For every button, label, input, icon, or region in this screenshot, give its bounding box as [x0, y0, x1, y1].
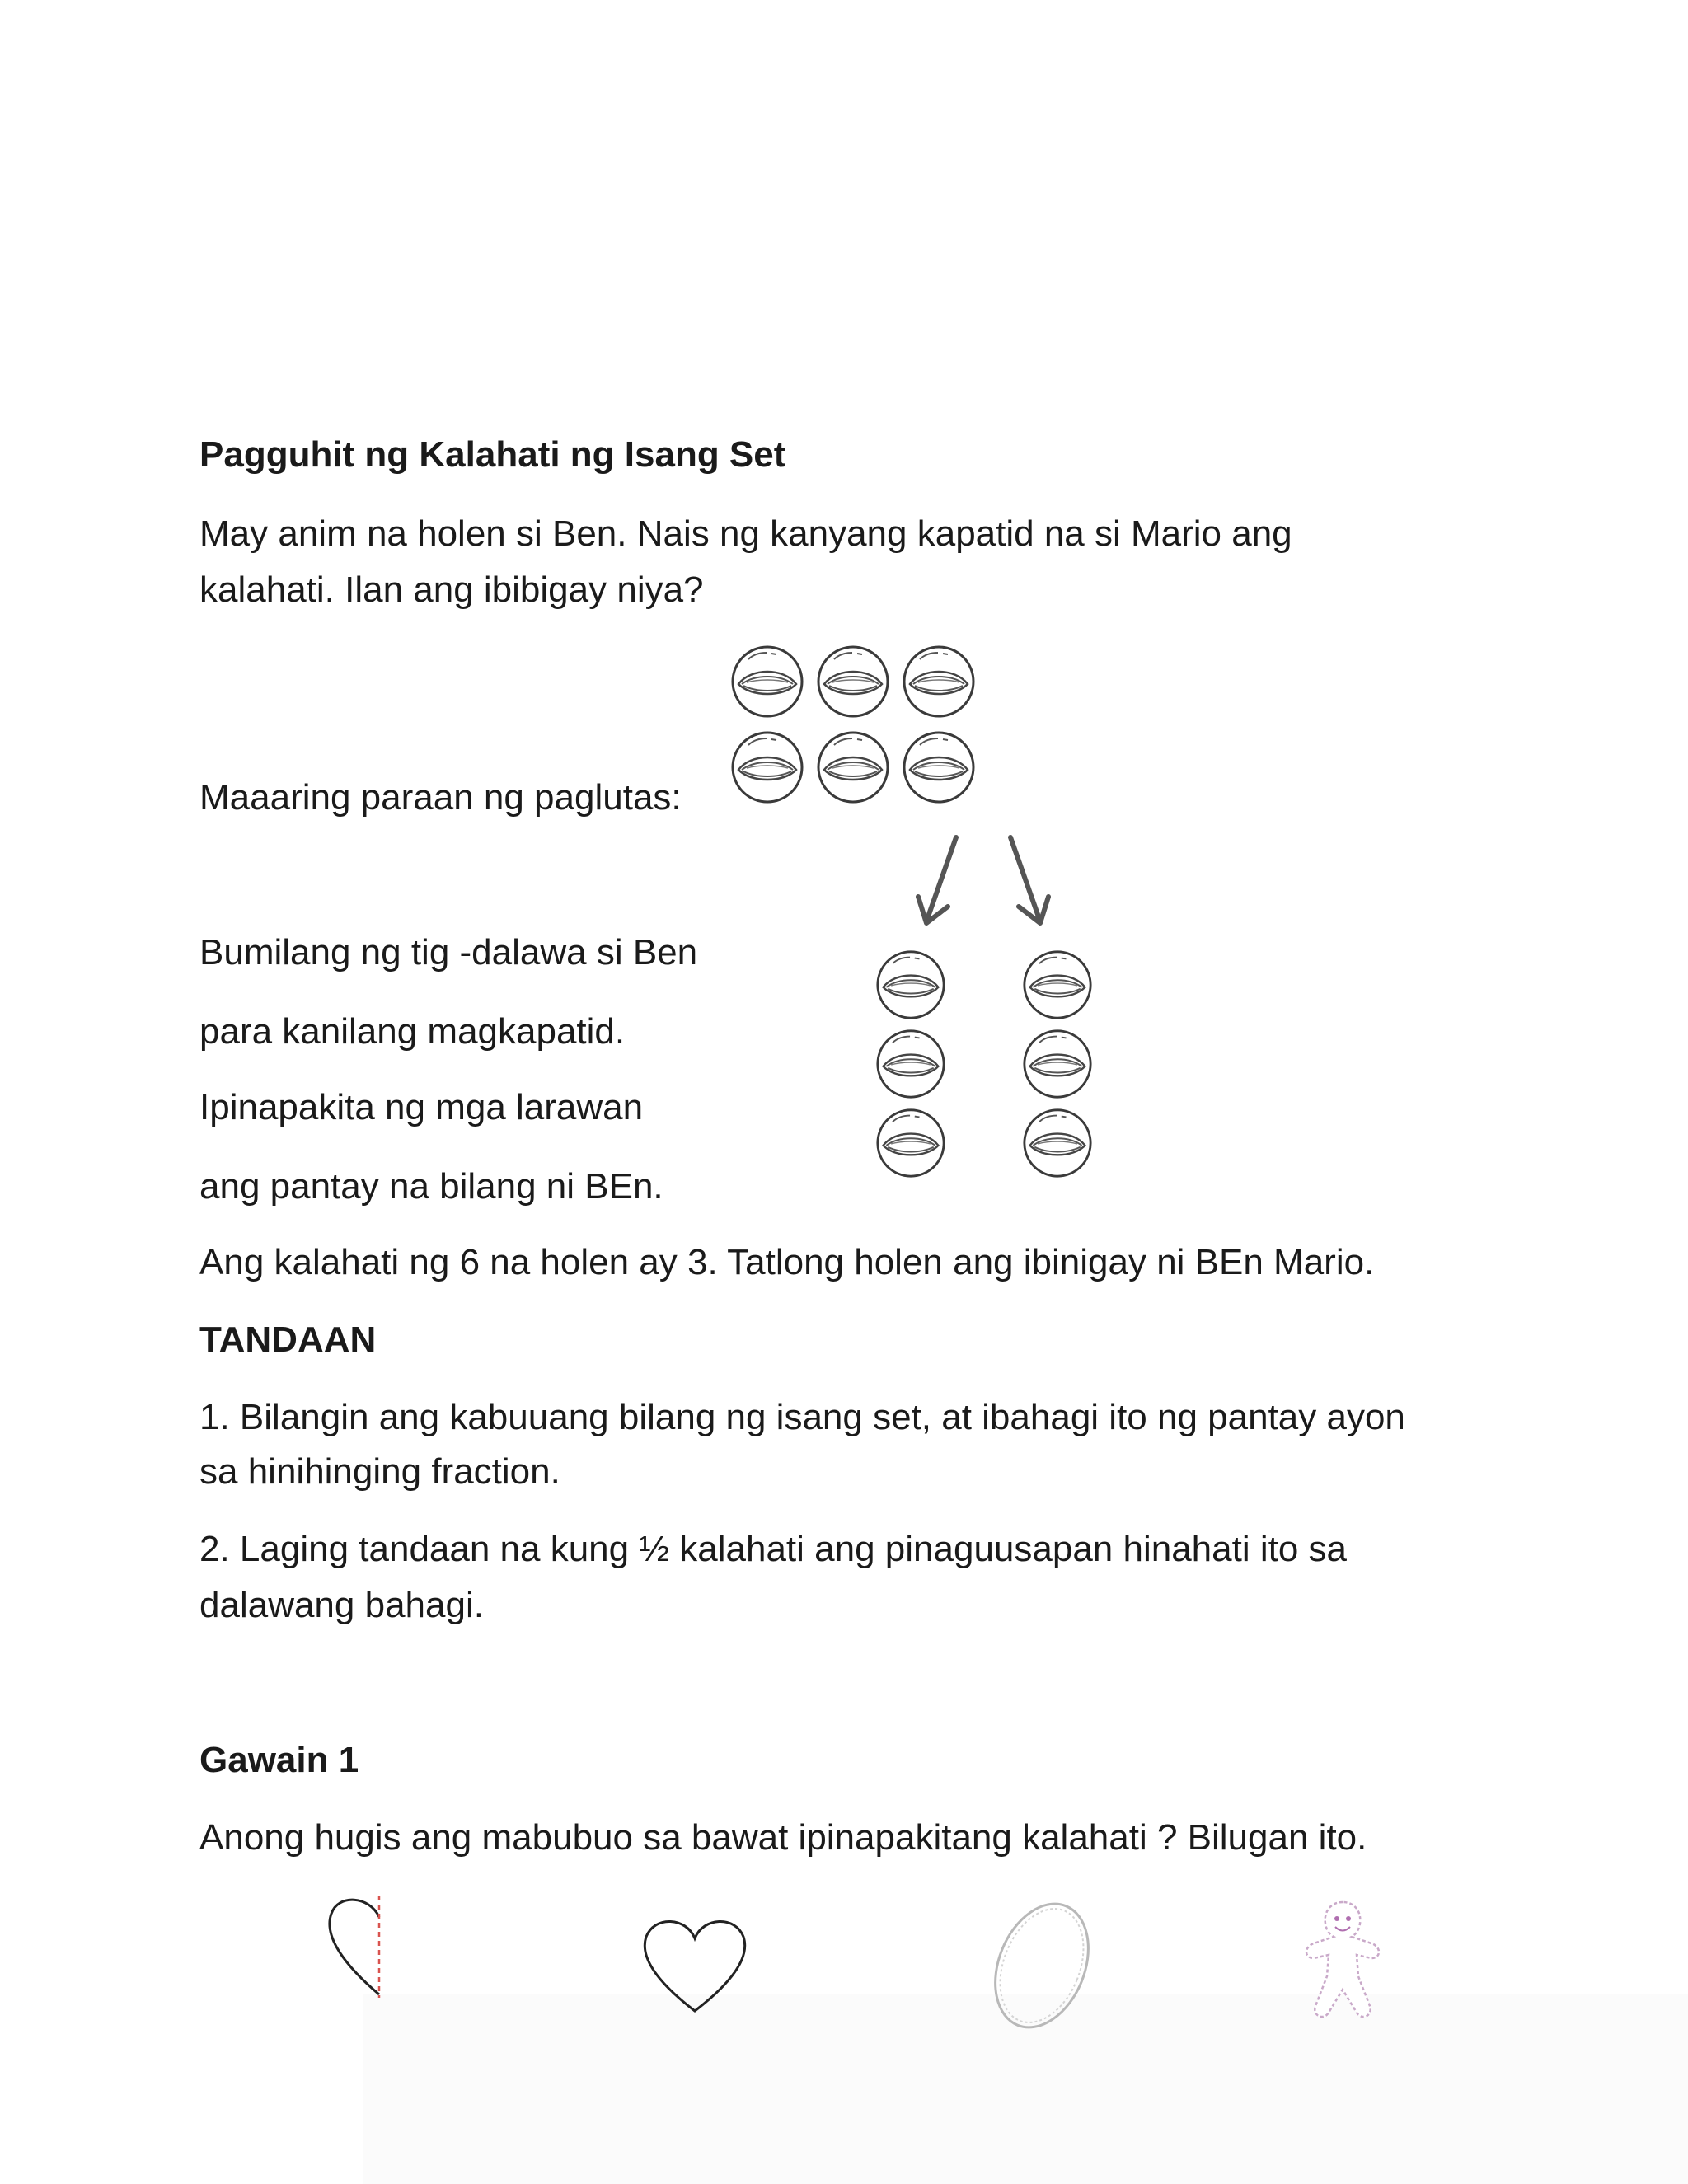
gawain-instruction: Anong hugis ang mabubuo sa bawat ipinapakitang kalahati ? Bilugan ito.: [199, 1817, 1367, 1858]
marble-icon: [875, 1108, 946, 1179]
conclusion: Ang kalahati ng 6 na holen ay 3. Tatlong holen ang ibinigay ni BEn Mario.: [199, 1242, 1375, 1282]
problem-line-2: kalahati. Ilan ang ibibigay niya?: [199, 569, 704, 610]
marble-icon: [1022, 949, 1093, 1020]
explanation-line-3: Ipinapakita ng mga larawan: [199, 1087, 644, 1127]
oval-icon: [984, 1896, 1100, 2036]
gingerbread-man-icon: [1297, 1897, 1388, 2024]
marble-icon: [875, 1029, 946, 1099]
marble-icon: [730, 730, 804, 804]
gawain-title: Gawain 1: [199, 1740, 359, 1780]
solution-label: Maaaring paraan ng paglutas:: [199, 777, 682, 818]
explanation-line-2: para kanilang magkapatid.: [199, 1011, 626, 1052]
section-heading: Pagguhit ng Kalahati ng Isang Set: [199, 434, 786, 475]
tandaan-item-2-line-2: dalawang bahagi.: [199, 1585, 484, 1625]
marble-icon: [1022, 1108, 1093, 1179]
tandaan-item-2-line-1: 2. Laging tandaan na kung ½ kalahati ang pinaguusapan hinahati ito sa: [199, 1529, 1348, 1569]
heart-icon: [640, 1914, 750, 2016]
marble-icon: [875, 949, 946, 1020]
problem-line-1: May anim na holen si Ben. Nais ng kanyang kapatid na si Mario ang: [199, 513, 1292, 554]
tandaan-title: TANDAAN: [199, 1319, 377, 1360]
marble-icon: [816, 644, 890, 719]
half-heart-icon: [321, 1892, 387, 2001]
tandaan-item-1-line-1: 1. Bilangin ang kabuuang bilang ng isang set, at ibahagi ito ng pantay ayon: [199, 1397, 1405, 1437]
arrow-down-right-icon: [1002, 832, 1052, 931]
marble-icon: [730, 644, 804, 719]
tandaan-item-1-line-2: sa hinihinging fraction.: [199, 1451, 560, 1492]
explanation-line-4: ang pantay na bilang ni BEn.: [199, 1166, 663, 1207]
arrow-down-left-icon: [915, 832, 964, 931]
marble-icon: [1022, 1029, 1093, 1099]
explanation-line-1: Bumilang ng tig -dalawa si Ben: [199, 932, 698, 972]
marble-icon: [902, 644, 976, 719]
marble-icon: [816, 730, 890, 804]
marble-icon: [902, 730, 976, 804]
